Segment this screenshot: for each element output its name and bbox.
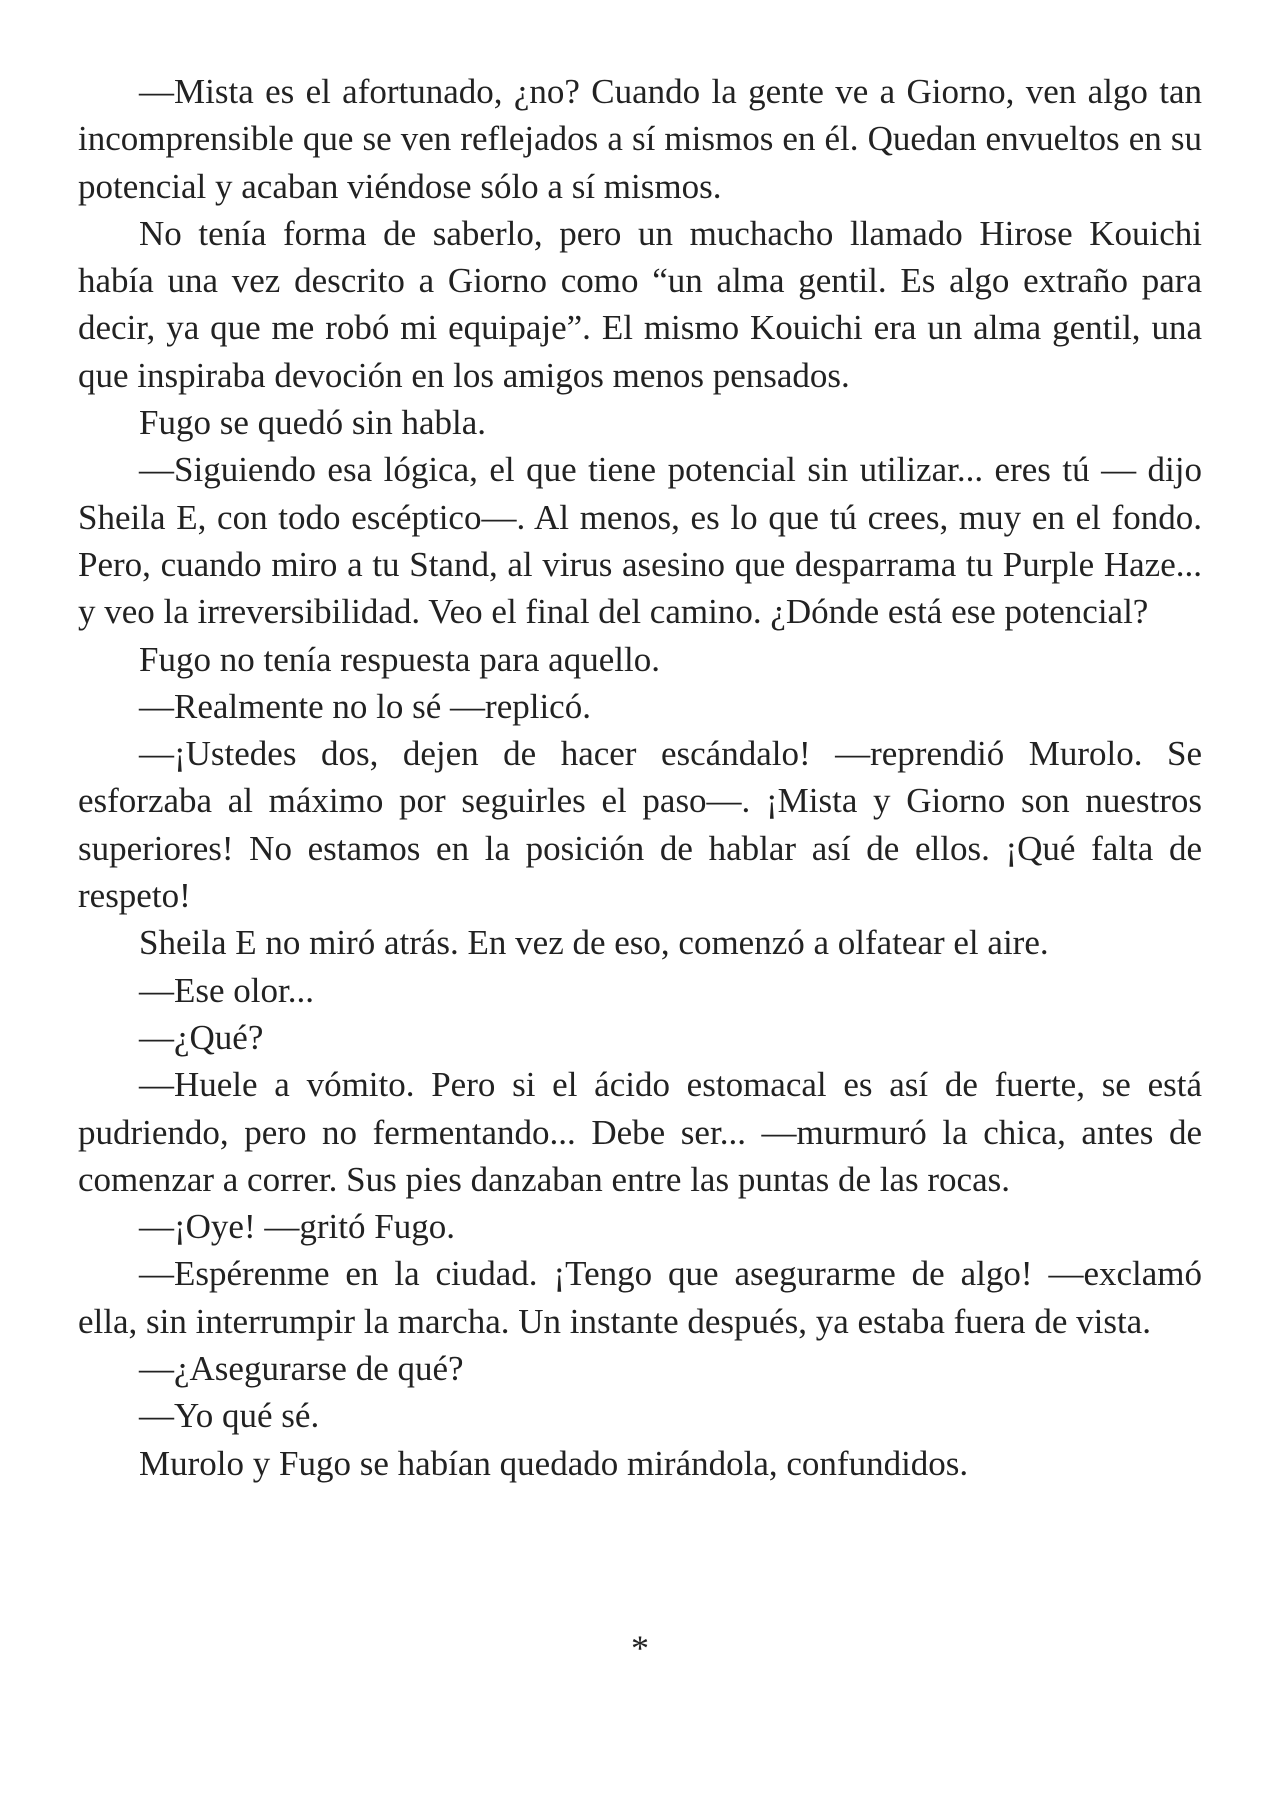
paragraph: —¿Asegurarse de qué? [139,1349,464,1389]
paragraph: No tenía forma de saberlo, pero un muchacho llamado Hirose Kouichi había una vez descrito a Giorno como “un alma gentil. Es algo extraño para decir, ya que me robó mi equipaje”. El mismo Kouichi era un alma gentil, una que inspiraba devoción en los amigos menos pensados. [78,213,1202,395]
paragraph: —Espérenme en la ciudad. ¡Tengo que asegurarme de algo! —exclamó ella, sin interrumpir la marcha. Un instante después, ya estaba fuera de vista. [78,1254,1202,1341]
paragraph: Sheila E no miró atrás. En vez de eso, comenzó a olfatear el aire. [139,923,1049,963]
paragraph: —Yo qué sé. [139,1396,320,1436]
paragraph: —Ese olor... [139,970,314,1010]
paragraph: —¡Ustedes dos, dejen de hacer escándalo! —reprendió Murolo. Se esforzaba al máximo por seguirles el paso—. ¡Mista y Giorno son nuestros superiores! No estamos en la posición de hablar así de ellos. ¡Qué falta de respeto! [78,734,1202,916]
paragraph: —Siguiendo esa lógica, el que tiene potencial sin utilizar... eres tú — dijo Sheila E, con todo escéptico—. Al menos, es lo que tú crees, muy en el fondo. Pero, cuando miro a tu Stand, al virus asesino que desparrama tu Purple Haze... y veo la irreversibilidad. Veo el final del camino. ¿Dónde está ese potencial? [78,450,1202,632]
paragraph: —Mista es el afortunado, ¿no? Cuando la gente ve a Giorno, ven algo tan incomprensible que se ven reflejados a sí mismos en él. Quedan envueltos en su potencial y acaban viéndose sólo a sí mismos. [78,72,1202,206]
paragraph: —Realmente no lo sé —replicó. [139,686,591,726]
paragraph: —Huele a vómito. Pero si el ácido estomacal es así de fuerte, se está pudriendo, pero no fermentando... Debe ser... —murmuró la chica, antes de comenzar a correr. Sus pies danzaban entre las puntas de las rocas. [78,1065,1202,1199]
paragraph: Fugo se quedó sin habla. [139,403,487,443]
section-separator: * [631,1628,649,1668]
paragraph: Murolo y Fugo se habían quedado mirándola, confundidos. [139,1443,969,1483]
paragraph: —¿Qué? [139,1017,264,1057]
paragraph: —¡Oye! —gritó Fugo. [139,1207,455,1247]
paragraph: Fugo no tenía respuesta para aquello. [139,639,660,679]
page-text [78,68,1202,1487]
